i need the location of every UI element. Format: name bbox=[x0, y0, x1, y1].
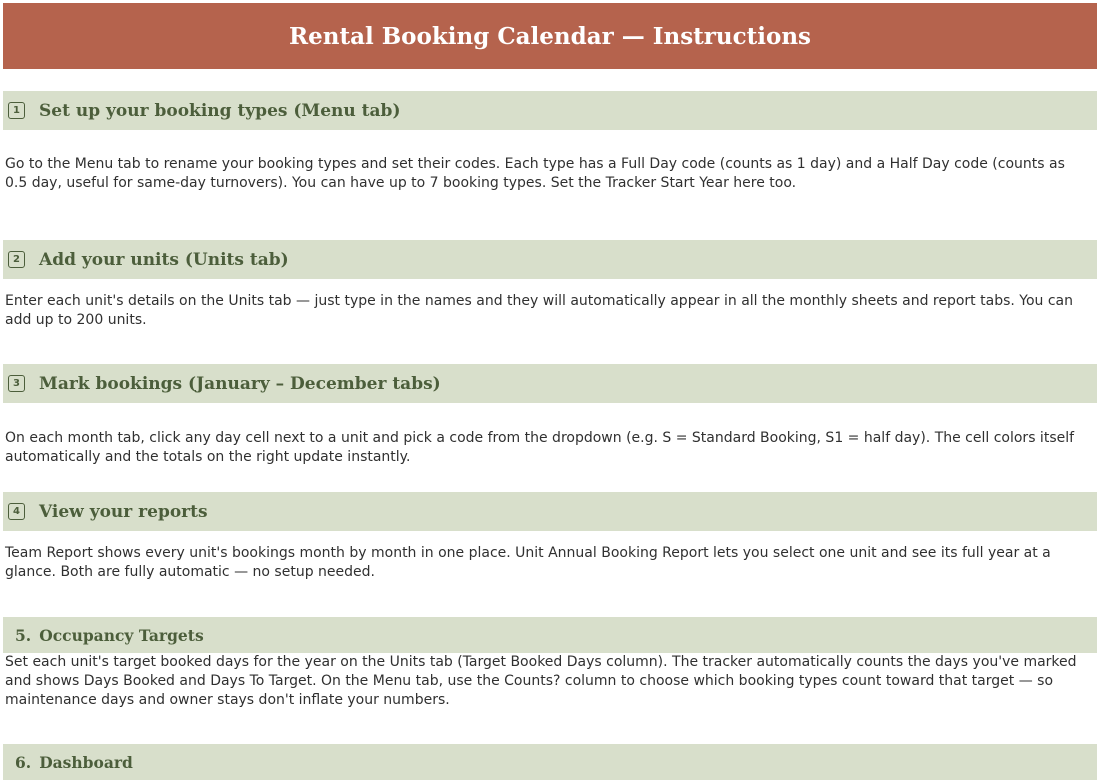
step-number-badge: 1 bbox=[8, 102, 25, 119]
step-number-badge: 2 bbox=[8, 251, 25, 268]
section-header-5 bbox=[3, 617, 1097, 653]
section-heading: Add your units (Units tab) bbox=[39, 249, 289, 270]
section-body-3: On each month tab, click any day cell next to a unit and pick a code from the dropdown (e.g. S = Standard Booking, S1 = half day). The cell colors itself automatically and the totals on the right update instantly. bbox=[5, 430, 1075, 465]
step-number-badge: 3 bbox=[8, 375, 25, 392]
section-header-6 bbox=[3, 744, 1097, 780]
section-body-2: Enter each unit's details on the Units tab — just type in the names and they will automatically appear in all the monthly sheets and report tabs. You can add up to 200 units. bbox=[5, 293, 1073, 328]
step-number: 6. bbox=[15, 752, 32, 772]
section-header-1 bbox=[3, 91, 1097, 130]
section-heading: View your reports bbox=[39, 501, 208, 522]
section-body-4: Team Report shows every unit's bookings month by month in one place. Unit Annual Booking Report lets you select one unit and see its full year at a glance. Both are fully automatic — no setup needed. bbox=[5, 545, 1051, 580]
section-header-4 bbox=[3, 492, 1097, 531]
section-heading: Occupancy Targets bbox=[39, 625, 204, 645]
section-heading: Dashboard bbox=[39, 752, 133, 772]
section-header-2 bbox=[3, 240, 1097, 279]
step-number-badge: 4 bbox=[8, 503, 25, 520]
section-body-1: Go to the Menu tab to rename your booking types and set their codes. Each type has a Full Day code (counts as 1 day) and a Half Day code (counts as 0.5 day, useful for same-day turnovers). You can have up to 7 booking types. Set the Tracker Start Year here too. bbox=[5, 156, 1065, 191]
section-header-3 bbox=[3, 364, 1097, 403]
section-body-5: Set each unit's target booked days for the year on the Units tab (Target Booked Days column). The tracker automatically counts the days you've marked and shows Days Booked and Days To Target. On the Menu tab, use the Counts? column to choose which booking types count toward that target — so maintenance days and owner stays don't inflate your numbers. bbox=[5, 654, 1077, 708]
section-heading: Mark bookings (January – December tabs) bbox=[39, 373, 441, 394]
step-number: 5. bbox=[15, 625, 32, 645]
title-banner bbox=[3, 3, 1097, 69]
section-heading: Set up your booking types (Menu tab) bbox=[39, 100, 401, 121]
page-title: Rental Booking Calendar — Instructions bbox=[288, 22, 812, 50]
